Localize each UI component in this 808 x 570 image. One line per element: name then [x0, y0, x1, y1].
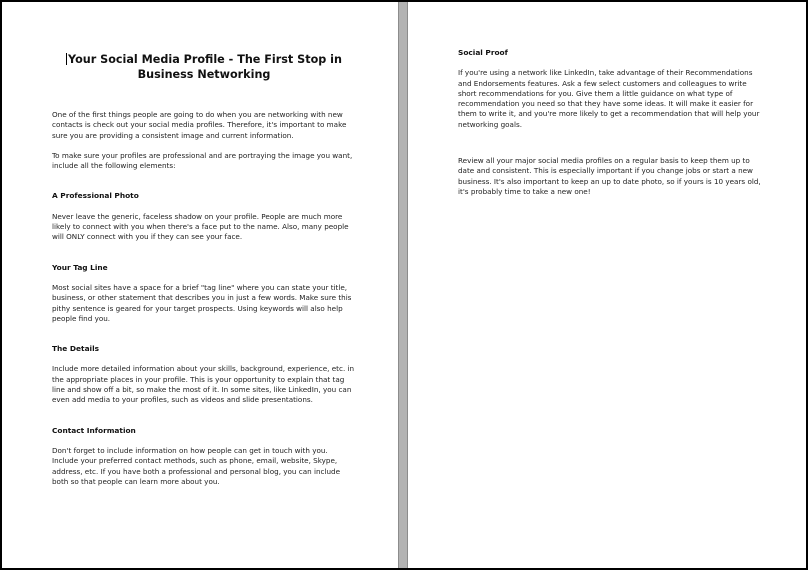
section-heading-social-proof[interactable]: Social Proof	[458, 48, 508, 57]
document-viewer[interactable]	[2, 2, 806, 568]
document-page-1[interactable]	[2, 2, 398, 568]
section-heading-professional-photo[interactable]: A Professional Photo	[52, 191, 139, 201]
section-body-tag-line[interactable]: Most social sites have a space for a brief "tag line" where you can state your title, business, or other statement that describes you in just a few words. Make sure this pithy sentence is geared for your target prospects. Using keywords will also help people find you.	[52, 282, 352, 323]
section-body-contact-information[interactable]: Don't forget to include information on how people can get in touch with you. Include your preferred contact methods, such as phone, email, website, Skype, address, etc. If you have both a professional and personal blog, you can include both so that people can learn more about you.	[52, 445, 341, 486]
document-page-2[interactable]	[408, 2, 806, 568]
section-body-social-proof[interactable]: If you're using a network like LinkedIn, take advantage of their Recommendations and Endorsements features. Ask a few select customers and colleagues to write short recommendations for you. Give them a little guidance on what type of recommendation you need so that they have some ideas. It will make it easier for them to write it, and you're more likely to get a recommendation that will help your networking goals.	[458, 68, 760, 129]
text-cursor	[66, 53, 67, 65]
section-body-professional-photo[interactable]: Never leave the generic, faceless shadow on your profile. People are much more likely to connect with you when there's a face put to the name. Also, many people will ONLY connect with you if they can see your face.	[52, 211, 349, 242]
closing-paragraph[interactable]: Review all your major social media profiles on a regular basis to keep them up to date and consistent. This is especially important if you change jobs or start a new business. It's also important to keep an up to date photo, so if yours is 10 years old, it's probably time to take a new one!	[458, 156, 761, 196]
intro-paragraph-1[interactable]: One of the first things people are going to do when you are networking with new contacts is check out your social media profiles. Therefore, it's important to make sure you are providing a consistent image and current information.	[52, 110, 347, 140]
section-heading-details[interactable]: The Details	[52, 344, 100, 354]
document-title[interactable]	[52, 52, 356, 82]
section-heading-contact-information[interactable]: Contact Information	[52, 425, 136, 435]
page-gutter	[398, 2, 408, 568]
section-body-details[interactable]: Include more detailed information about your skills, background, experience, etc. in the appropriate places in your profile. This is your opportunity to explain that tag line and show off a bit, so make the most of it. In some sites, like LinkedIn, you can even add media to your profiles, such as videos and slide presentations.	[52, 364, 355, 405]
document-title-text[interactable]: Your Social Media Profile - The First Stop in Business Networking	[68, 53, 342, 81]
section-heading-tag-line[interactable]: Your Tag Line	[52, 262, 108, 272]
intro-paragraph-2[interactable]: To make sure your profiles are professional and are portraying the image you want, include all the following elements:	[52, 150, 353, 171]
